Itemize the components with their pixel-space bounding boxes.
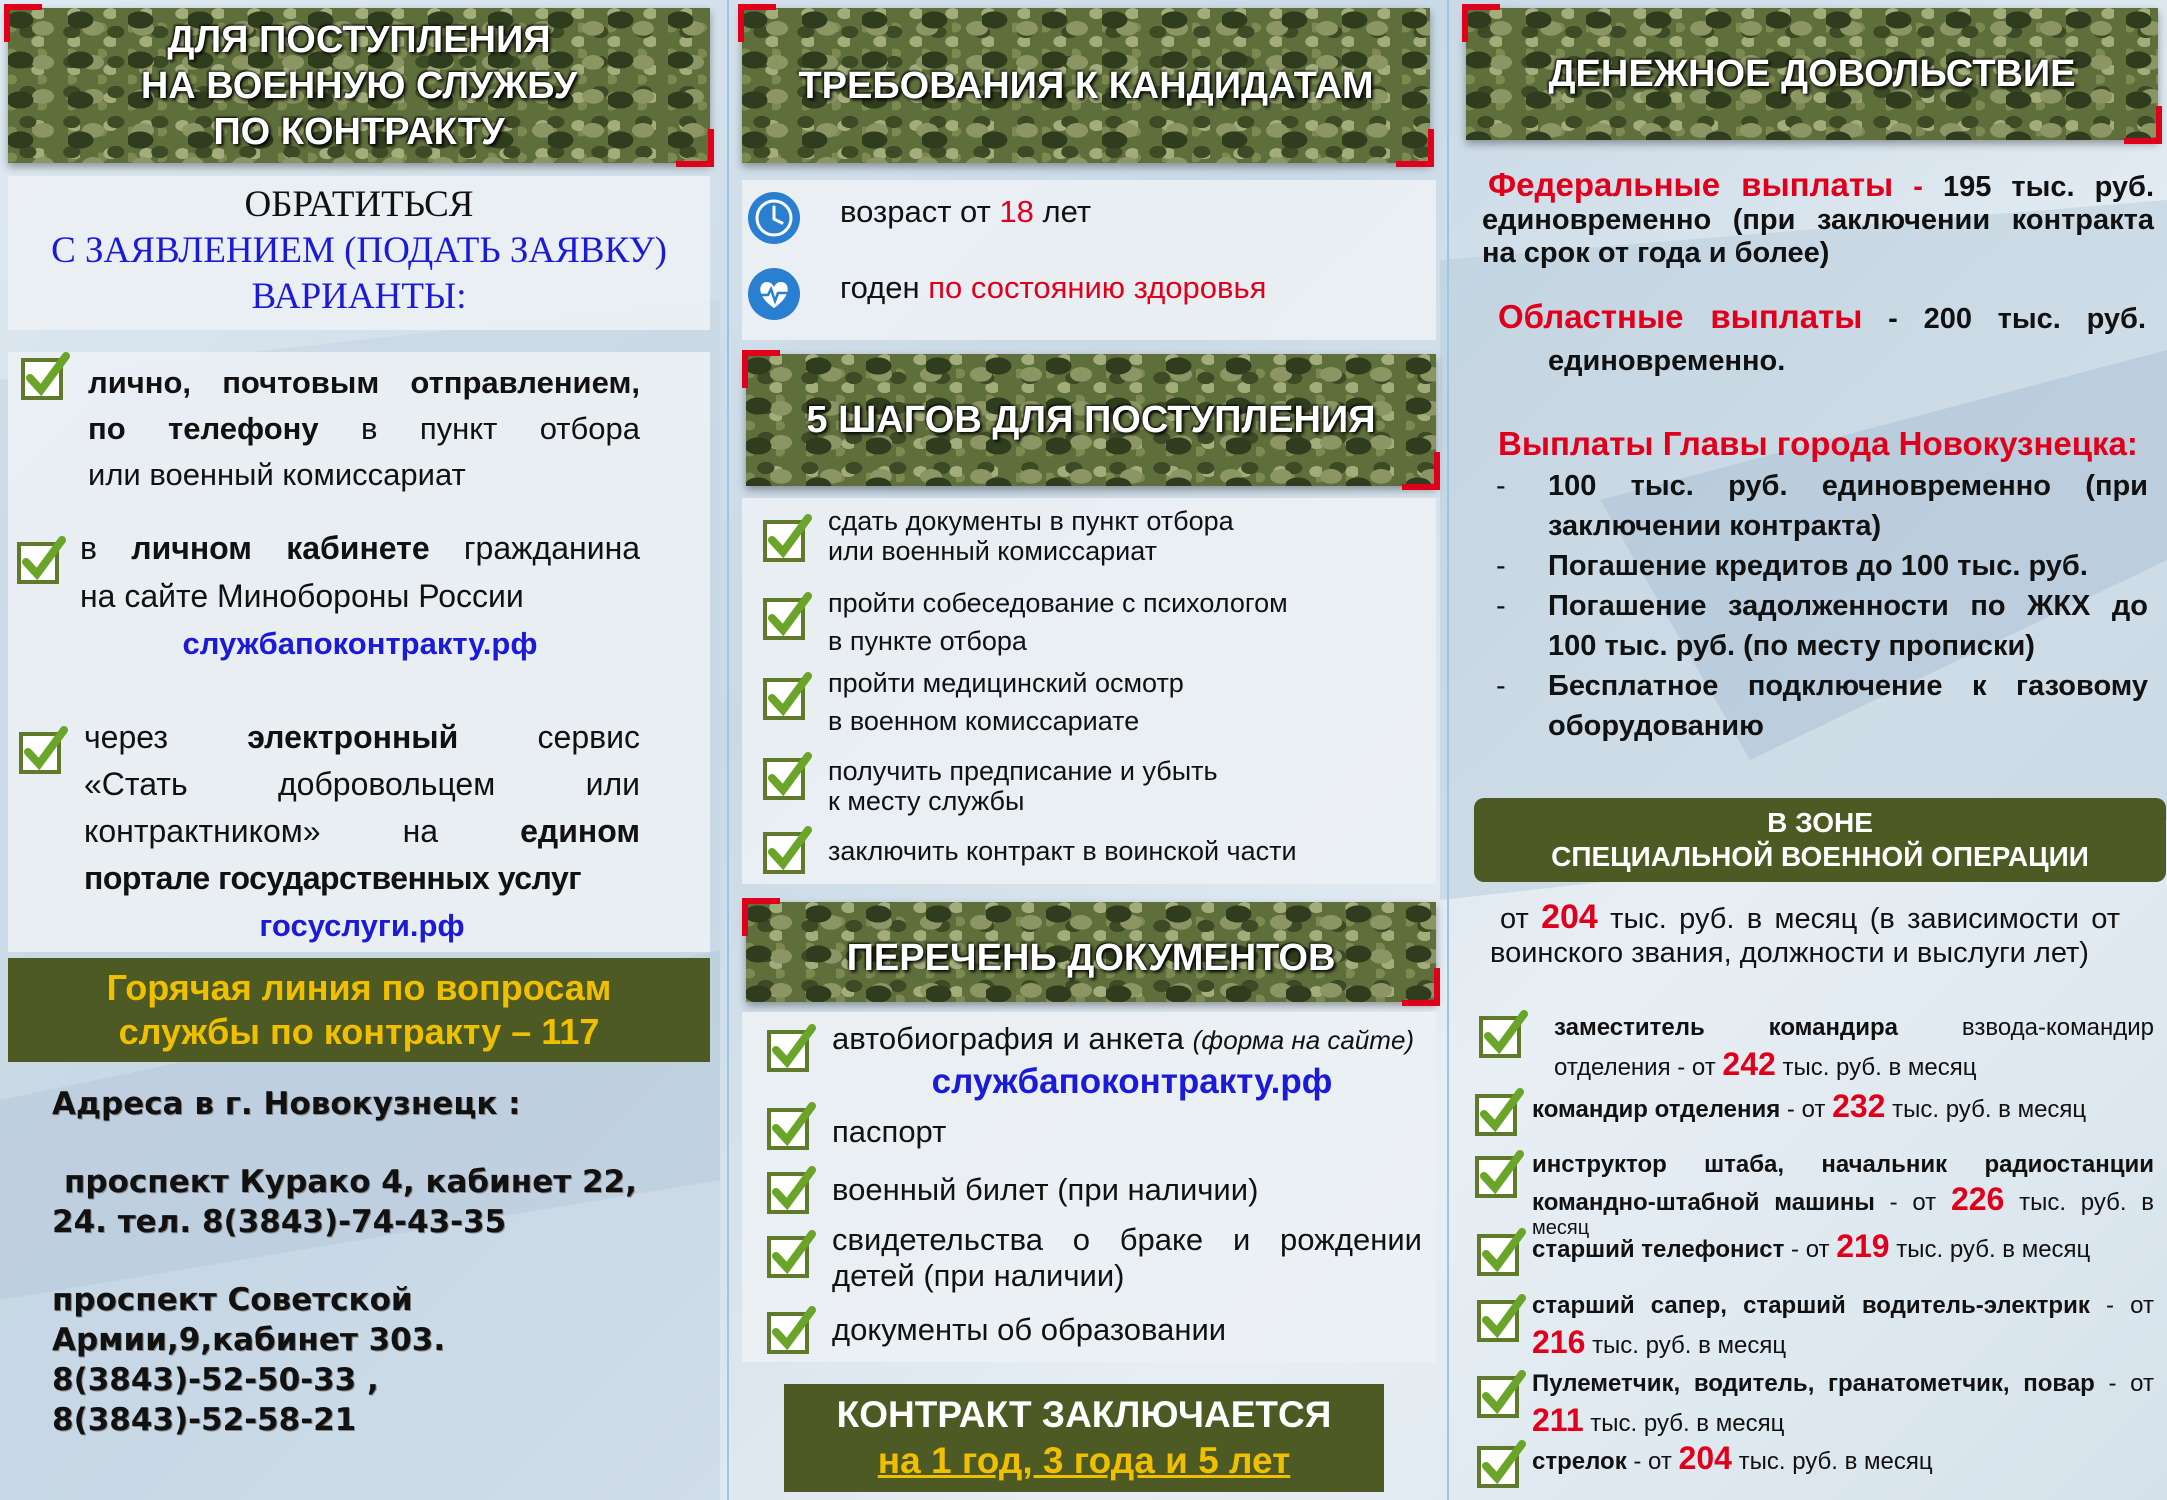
position-item <box>1532 1366 2154 1442</box>
doc-item <box>832 1222 1422 1294</box>
check-icon <box>18 726 68 776</box>
option-text: гражданина <box>463 530 641 566</box>
mil-site-link[interactable]: службапоконтракту.рф <box>931 1062 1333 1101</box>
payment-title: Областные выплаты <box>1498 298 1863 335</box>
step-item <box>828 756 1218 816</box>
contract-line: КОНТРАКТ ЗАКЛЮЧАЕТСЯ <box>836 1394 1332 1435</box>
contract-service-header <box>8 8 710 163</box>
option-text: или <box>585 766 640 802</box>
payment-text: единовременно. <box>1548 345 1786 377</box>
city-payments-title: Выплаты Главы города Новокузнецка: <box>1498 425 2138 462</box>
header-line: ДЛЯ ПОСТУПЛЕНИЯ <box>167 18 551 61</box>
check-icon <box>766 1102 816 1152</box>
address-line: 8(3843)-52-50-33 , <box>52 1362 379 1398</box>
clock-icon <box>746 190 802 246</box>
payment-title: Федеральные выплаты <box>1488 166 1894 203</box>
position-item <box>1532 1288 2154 1364</box>
step-text: сдать документы в пункт отбора <box>828 506 1234 536</box>
option-text: через <box>84 719 169 755</box>
position-amount: 211 <box>1532 1402 1584 1438</box>
option-text: добровольцем <box>277 766 496 802</box>
position-item <box>1532 1228 2152 1268</box>
req-health <box>840 268 1266 308</box>
doc-note: (форма на сайте) <box>1192 1025 1415 1055</box>
address-line: Армии,9,кабинет 303. <box>52 1322 446 1358</box>
svo-text-part: воинского звания, должности и выслуги лет) <box>1490 937 2089 969</box>
red-corner <box>742 898 780 936</box>
option-text: личном кабинете <box>131 530 430 566</box>
option-text: контрактником» <box>84 813 321 849</box>
position-name: старший сапер, старший водитель-электрик <box>1532 1292 2090 1319</box>
step-text: или военный комиссариат <box>828 536 1157 566</box>
steps-title: 5 ШАГОВ ДЛЯ ПОСТУПЛЕНИЯ <box>806 399 1376 441</box>
check-icon <box>762 672 812 722</box>
option-text: по <box>88 411 126 446</box>
option-gosuslugi <box>84 714 640 949</box>
position-name: инструктор штаба, начальник радиостанции <box>1532 1151 2154 1178</box>
check-icon <box>1476 1228 1526 1278</box>
addresses <box>52 1084 692 1440</box>
position-unit: тыс. руб. в месяц <box>1590 1410 1785 1437</box>
step-text: получить предписание и убыть <box>828 756 1218 786</box>
step-item <box>828 584 1288 660</box>
step-item <box>828 664 1184 740</box>
city-item-text: оборудованию <box>1548 710 1764 742</box>
req-text: возраст от <box>840 194 991 229</box>
heart-pulse-icon <box>746 266 802 322</box>
option-text: портале государственных услуг <box>84 860 582 896</box>
bullet: - <box>1496 670 1506 702</box>
check-icon <box>766 1024 816 1074</box>
option-text: телефону <box>168 411 319 446</box>
regional-payments <box>1498 296 2146 382</box>
contract-term-banner <box>784 1384 1384 1492</box>
payment-text: на срок от года и более) <box>1482 237 1830 269</box>
hotline-line: службы по контракту – 117 <box>118 1011 600 1052</box>
step-text: в военном комиссариате <box>828 706 1140 736</box>
check-icon <box>1474 1088 1524 1138</box>
step-text: пройти собеседование с психологом <box>828 588 1288 618</box>
check-icon <box>766 1230 816 1280</box>
step-text: в пункте отбора <box>828 626 1027 656</box>
position-amount: 242 <box>1722 1046 1776 1082</box>
req-text: годен <box>840 270 920 305</box>
documents-header <box>746 902 1436 1002</box>
position-item <box>1554 1010 2154 1086</box>
req-text: лет <box>1042 194 1092 229</box>
check-icon <box>766 1166 816 1216</box>
check-icon <box>1476 1294 1526 1344</box>
position-text: - от <box>1786 1096 1826 1123</box>
position-amount: 204 <box>1678 1440 1732 1476</box>
position-amount: 216 <box>1532 1324 1586 1360</box>
option-text: в <box>361 411 378 446</box>
apply-title-line: ОБРАТИТЬСЯ <box>244 184 474 225</box>
doc-text: документы об образовании <box>832 1312 1227 1347</box>
check-icon <box>762 592 812 642</box>
position-item <box>1532 1148 2155 1239</box>
bullet: - <box>1496 470 1506 502</box>
requirements-title: ТРЕБОВАНИЯ К КАНДИДАТАМ <box>798 64 1374 107</box>
red-corner <box>1462 4 1500 42</box>
svo-banner <box>1474 798 2166 882</box>
city-item-text: 100 тыс. руб. (по месту прописки) <box>1548 630 2035 662</box>
payment-text: единовременно (при заключении контракта <box>1482 204 2154 236</box>
position-name: старший телефонист <box>1532 1236 1785 1263</box>
position-text: - от <box>1791 1236 1830 1263</box>
doc-text: свидетельства о браке и рождении <box>832 1222 1422 1257</box>
option-text: электронный <box>247 719 459 755</box>
payment-value: 195 тыс. руб. <box>1942 171 2154 203</box>
address-line: проспект Советской <box>52 1282 413 1318</box>
requirements-header <box>742 8 1430 163</box>
allowance-title: ДЕНЕЖНОЕ ДОВОЛЬСТВИЕ <box>1548 53 2076 95</box>
req-age-value: 18 <box>999 194 1034 229</box>
position-name: заместитель командира <box>1554 1014 1898 1041</box>
addresses-title: Адреса в г. Новокузнецк : <box>52 1086 521 1122</box>
position-unit: тыс. руб. в месяц <box>1896 1236 2091 1263</box>
check-icon <box>762 752 812 802</box>
dash: - <box>1913 171 1923 203</box>
svo-text-part: тыс. руб. в месяц (в зависимости от <box>1610 903 2120 935</box>
check-icon <box>1474 1150 1524 1200</box>
contract-terms: на 1 год, 3 года и 5 лет <box>877 1440 1291 1481</box>
option-text: почтовым <box>222 365 380 400</box>
position-amount: 219 <box>1836 1228 1890 1264</box>
mil-site-link[interactable]: службапоконтракту.рф <box>182 626 538 661</box>
red-corner <box>1396 129 1434 167</box>
svo-line: В ЗОНЕ <box>1767 807 1873 838</box>
federal-payments <box>1482 168 2154 270</box>
option-text: отправлением, <box>410 365 640 400</box>
position-amount: 226 <box>1950 1181 2005 1217</box>
position-text: - от <box>2108 1370 2154 1397</box>
doc-text: паспорт <box>832 1114 947 1149</box>
dash: - <box>1888 303 1898 335</box>
check-icon <box>20 352 70 402</box>
position-name: командно-штабной машины <box>1532 1189 1875 1216</box>
option-text: отбора <box>539 411 640 446</box>
position-name: командир отделения <box>1532 1096 1781 1123</box>
column-divider <box>727 0 729 1500</box>
doc-item <box>832 1018 1432 1103</box>
position-name: Пулеметчик, водитель, гранатометчик, повар <box>1532 1370 2095 1397</box>
position-name: взвода-командир <box>1961 1014 2154 1041</box>
position-text: - от <box>1889 1189 1937 1216</box>
svo-amount: 204 <box>1541 898 1598 936</box>
allowance-header <box>1466 8 2158 140</box>
option-text: сервис <box>537 719 641 755</box>
position-unit: месяц <box>1532 1217 1590 1239</box>
check-icon <box>16 536 66 586</box>
option-text: на <box>402 813 439 849</box>
step-item <box>828 836 1297 866</box>
gosuslugi-link[interactable]: госуслуги.рф <box>259 908 465 943</box>
payment-value: руб. <box>2086 303 2147 335</box>
position-unit: тыс. руб. в месяц <box>1892 1096 2087 1123</box>
position-text: - от <box>2106 1292 2154 1319</box>
bullet: - <box>1496 590 1506 622</box>
address-line: 8(3843)-52-58-21 <box>52 1402 357 1438</box>
position-item <box>1532 1088 2152 1128</box>
city-item-text: Погашение задолженности по ЖКХ до <box>1548 590 2148 622</box>
apply-title-line: ВАРИАНТЫ: <box>251 276 467 317</box>
option-text: едином <box>520 813 640 849</box>
option-text: на сайте Минобороны России <box>80 578 524 614</box>
city-item-text: 100 тыс. руб. единовременно (при <box>1548 470 2148 502</box>
red-corner <box>1402 452 1440 490</box>
position-amount: 232 <box>1832 1088 1886 1124</box>
header-line: НА ВОЕННУЮ СЛУЖБУ <box>140 64 578 107</box>
check-icon <box>1478 1010 1528 1060</box>
apply-title-panel <box>8 176 710 330</box>
check-icon <box>762 826 812 876</box>
city-item-text: Бесплатное подключение к газовому <box>1548 670 2148 702</box>
check-icon <box>766 1306 816 1356</box>
position-unit: тыс. руб. в месяц <box>1738 1448 1933 1475</box>
svo-line: СПЕЦИАЛЬНОЙ ВОЕННОЙ ОПЕРАЦИИ <box>1551 841 2089 872</box>
position-unit: тыс. руб. в <box>2019 1189 2155 1216</box>
step-text: к месту службы <box>828 786 1025 816</box>
position-unit: тыс. руб. в месяц <box>1782 1054 1977 1081</box>
documents-title: ПЕРЕЧЕНЬ ДОКУМЕНТОВ <box>846 937 1336 979</box>
column-divider <box>1447 0 1449 1500</box>
position-text: - от <box>1633 1448 1672 1475</box>
hotline-banner <box>8 958 710 1062</box>
option-text: пункт <box>419 411 498 446</box>
doc-text: детей (при наличии) <box>832 1258 1125 1293</box>
check-icon <box>1476 1370 1526 1420</box>
req-age <box>840 192 1091 232</box>
option-personal <box>88 360 640 498</box>
position-name: стрелок <box>1532 1448 1627 1475</box>
red-corner <box>742 350 780 388</box>
doc-text: автобиография и анкета <box>832 1021 1184 1056</box>
red-corner <box>738 4 776 42</box>
option-text: или военный комиссариат <box>88 457 466 492</box>
payment-value: 200 тыс. <box>1923 303 2061 335</box>
option-text: в <box>80 530 97 566</box>
address-line: проспект Курако 4, кабинет 22, <box>64 1164 637 1200</box>
hotline-line: Горячая линия по вопросам <box>106 967 612 1008</box>
doc-text: военный билет (при наличии) <box>832 1172 1259 1207</box>
apply-title-line: С ЗАЯВЛЕНИЕМ (ПОДАТЬ ЗАЯВКУ) <box>51 230 667 271</box>
position-item <box>1532 1440 2152 1480</box>
check-icon <box>762 514 812 564</box>
city-payments-list <box>1496 466 2148 746</box>
svo-text <box>1490 900 2120 970</box>
address-line: 24. тел. 8(3843)-74-43-35 <box>52 1204 507 1240</box>
city-item-text: заключении контракта) <box>1548 510 1882 542</box>
position-text: отделения - от <box>1554 1054 1716 1081</box>
steps-header <box>746 354 1436 486</box>
step-item <box>828 506 1234 566</box>
city-item-text: Погашение кредитов до 100 тыс. руб. <box>1548 550 2088 582</box>
option-personal-account <box>80 524 640 668</box>
svo-text-part: от <box>1500 903 1529 935</box>
step-text: пройти медицинский осмотр <box>828 668 1184 698</box>
header-line: ПО КОНТРАКТУ <box>213 110 505 153</box>
red-corner <box>2124 106 2162 144</box>
step-text: заключить контракт в воинской части <box>828 836 1297 866</box>
position-unit: тыс. руб. в месяц <box>1592 1332 1787 1359</box>
check-icon <box>1476 1440 1526 1490</box>
option-text: «Стать <box>84 766 188 802</box>
bullet: - <box>1496 550 1506 582</box>
option-text: лично, <box>88 365 192 400</box>
req-text: по состоянию здоровья <box>928 270 1267 305</box>
